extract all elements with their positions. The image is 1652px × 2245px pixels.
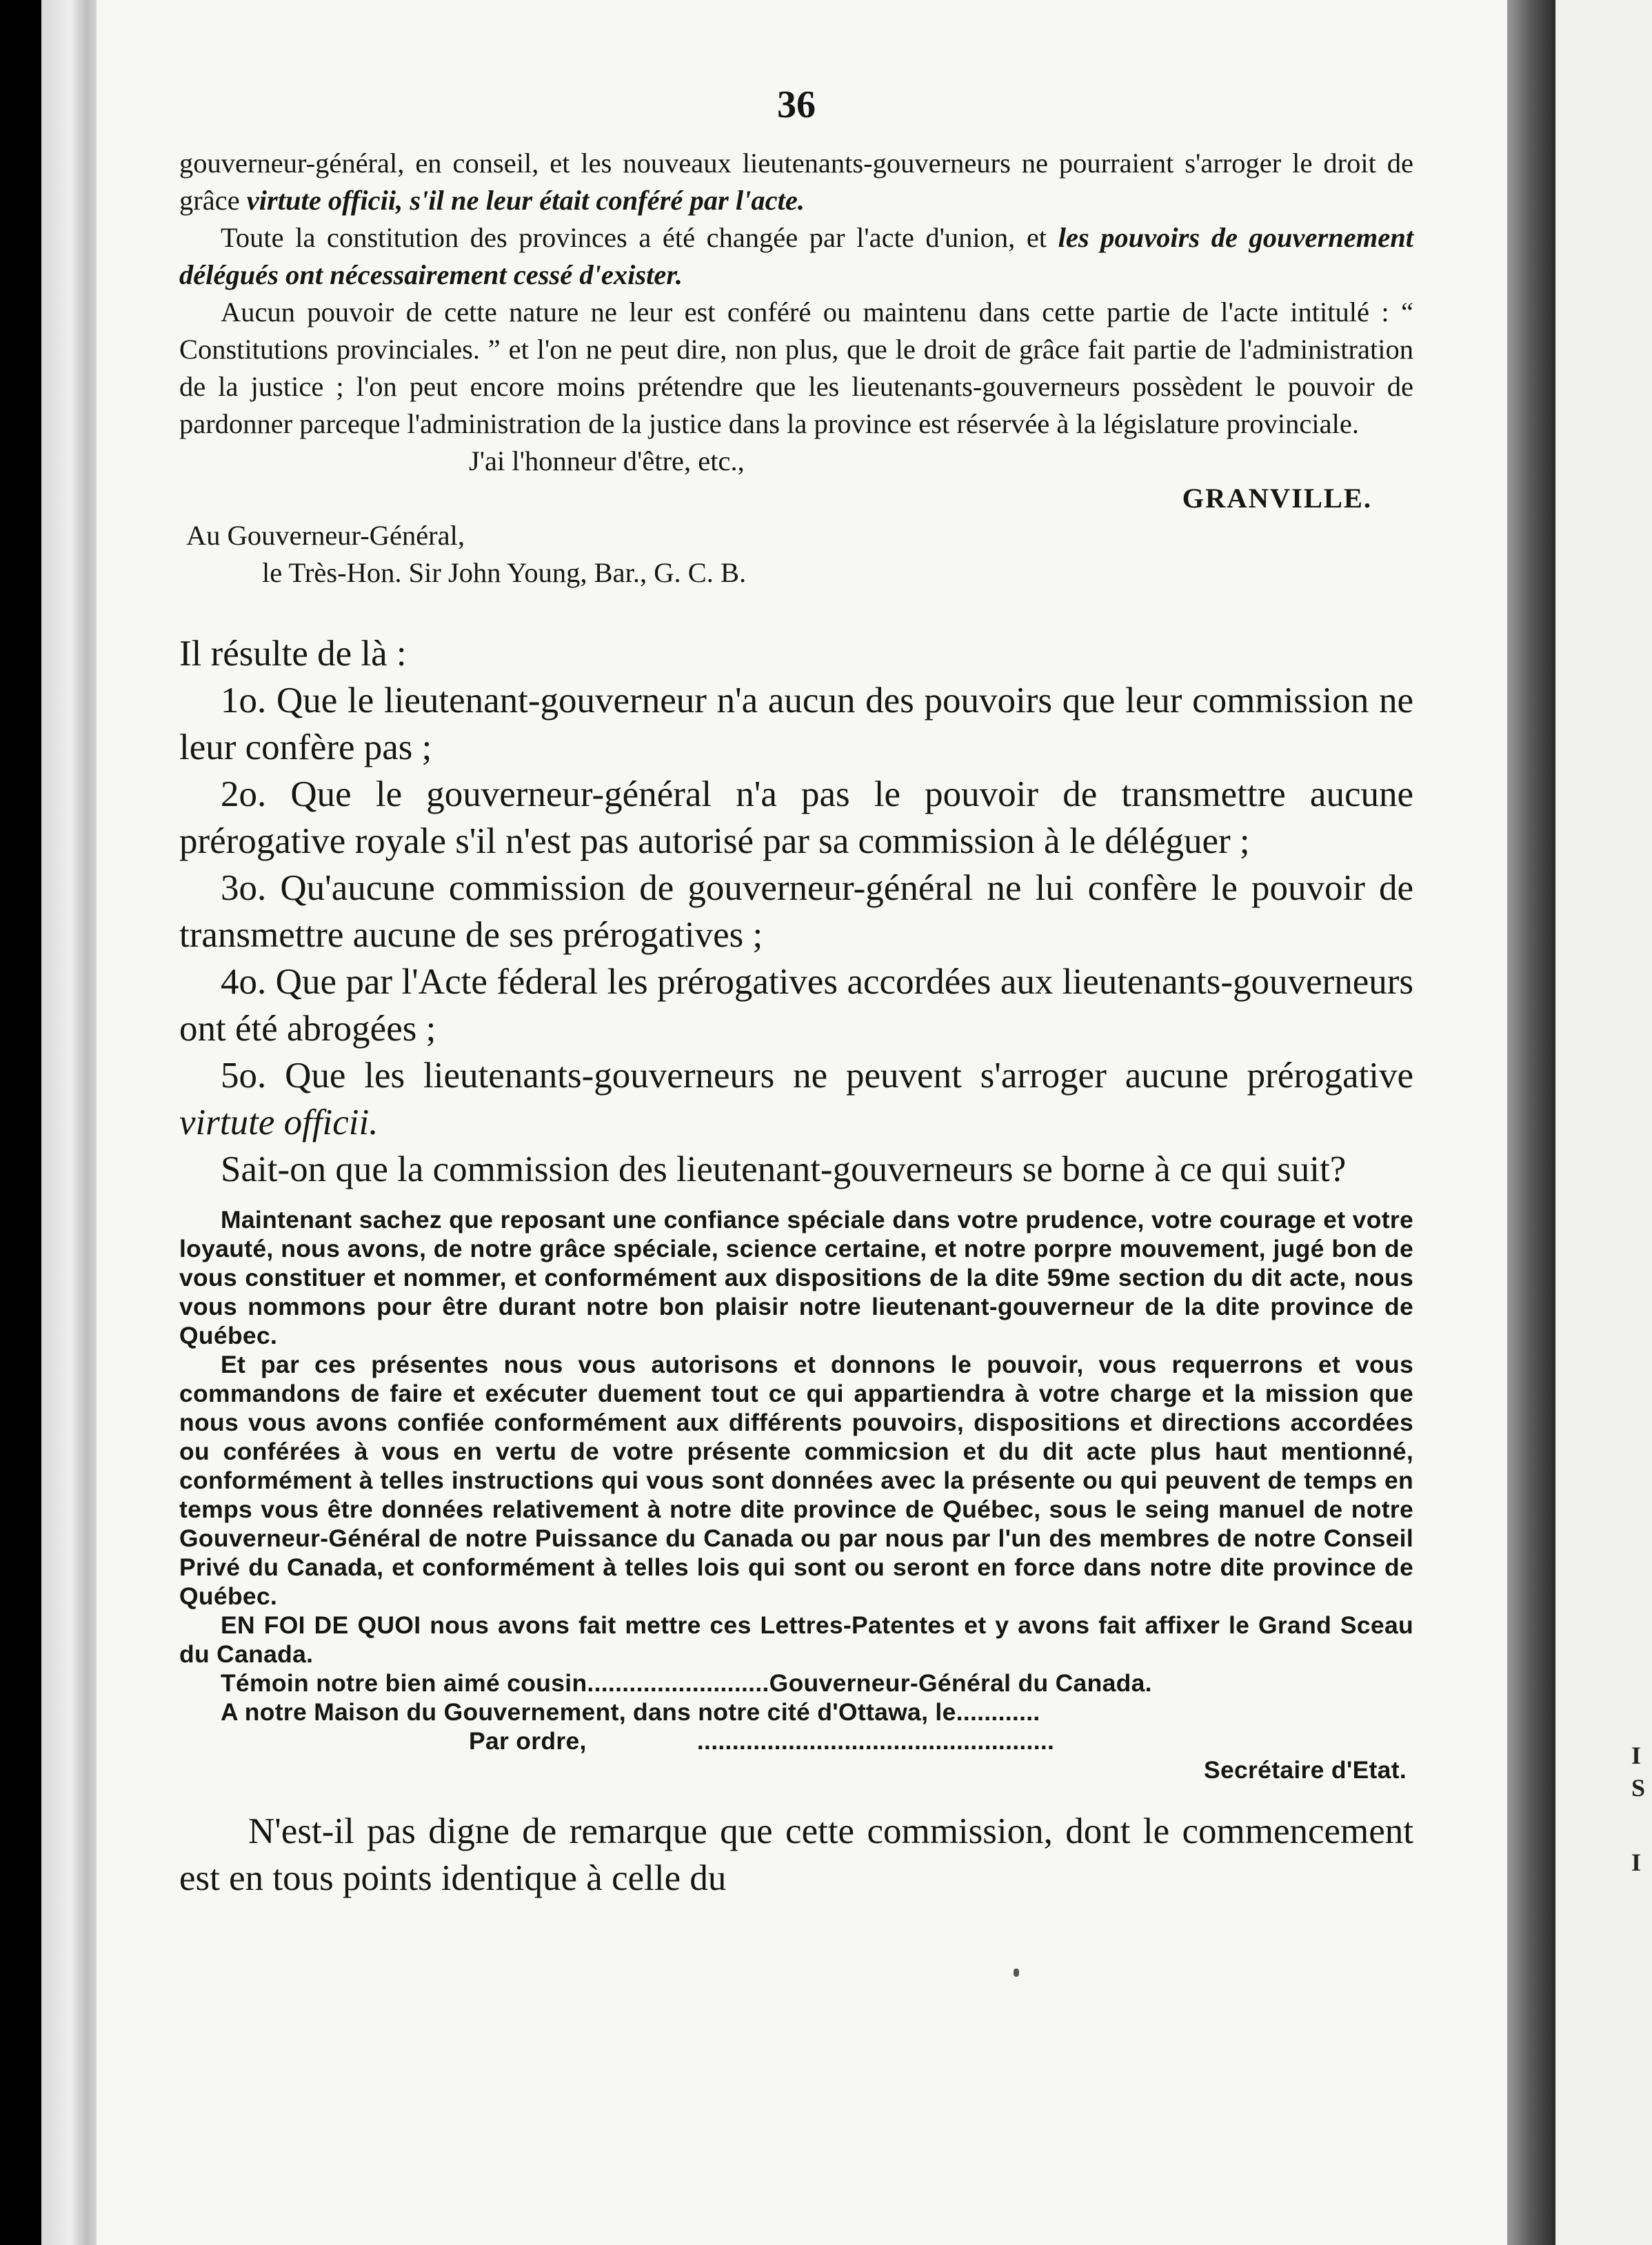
commission-secretaire: Secrétaire d'Etat. xyxy=(1203,1756,1407,1784)
final-paragraph xyxy=(179,1808,1413,1902)
main-point: 4o. Que par l'Acte féderal les prérogatives accordées aux lieutenants-gouverneurs ont été abrogées ; xyxy=(179,962,1413,1049)
commission-paragraph: Témoin notre bien aimé cousin..........................Gouverneur-Général du Canada. xyxy=(221,1669,1152,1697)
final-text: N'est-il pas digne de remarque que cette commission, dont le commencement est en tous points identique à celle du xyxy=(179,1811,1413,1898)
letter-addressee: le Très-Hon. Sir John Young, Bar., G. C. B. xyxy=(262,557,747,588)
page-content xyxy=(179,83,1413,1902)
commission-paragraph: A notre Maison du Gouvernement, dans notre cité d'Ottawa, le............ xyxy=(221,1698,1040,1726)
page-number: 36 xyxy=(777,83,816,126)
letter-paragraph: gouverneur-général, en conseil, et les nouveaux lieutenants-gouverneurs ne pourraient s'arroger le droit de grâce virtute officii, s'il ne leur était conféré par l'acte. xyxy=(179,148,1413,216)
main-paragraph: Il résulte de là : xyxy=(179,634,407,674)
commission-par-ordre: Par ordre, ................................................... xyxy=(469,1727,1055,1755)
next-page-fragment: S xyxy=(1631,1774,1646,1802)
commission-paragraph: Maintenant sachez que reposant une confiance spéciale dans votre prudence, votre courage et votre loyauté, nous avons, de notre grâce spéciale, science certaine, et notre porpre mouvement, jugé bon de vous constituer et nommer, et conformément aux dispositions de la dite 59me section du dit acte, nous vous nommons pour être durant notre bon plaisir notre lieutenant-gouverneur de la dite province de Québec. xyxy=(179,1206,1413,1349)
page-gutter-shadow xyxy=(1507,0,1555,2245)
main-point: 5o. Que les lieutenants-gouverneurs ne peuvent s'arroger aucune prérogative virtute officii. xyxy=(179,1056,1413,1142)
main-text xyxy=(179,630,1413,1193)
letter-paragraph: Aucun pouvoir de cette nature ne leur est conféré ou maintenu dans cette partie de l'acte intitulé : “ Constitutions provinciales. ” et l'on ne peut dire, non plus, que le droit de grâce fait partie de l'administration de la justice ; l'on peut encore moins prétendre que les lieutenants-gouverneurs possèdent le pouvoir de pardonner parceque l'administration de la justice dans la province est réservée à la législature provinciale. xyxy=(179,296,1413,439)
letter-signature: GRANVILLE. xyxy=(1182,483,1372,514)
quoted-letter xyxy=(179,145,1413,592)
main-point: 1o. Que le lieutenant-gouverneur n'a aucun des pouvoirs que leur commission ne leur confère pas ; xyxy=(179,681,1413,767)
letter-closing: J'ai l'honneur d'être, etc., xyxy=(469,445,745,476)
letter-paragraph: Toute la constitution des provinces a été changée par l'acte d'union, et les pouvoirs de gouvernement délégués ont nécessairement cessé d'exister. xyxy=(179,222,1414,290)
main-point: 3o. Qu'aucune commission de gouverneur-général ne lui confère le pouvoir de transmettre aucune de ses prérogatives ; xyxy=(179,868,1413,955)
letter-addressee: Au Gouverneur-Général, xyxy=(186,520,465,551)
next-page-fragment: I xyxy=(1631,1742,1642,1769)
ink-speck xyxy=(1014,1969,1019,1977)
commission-paragraph: EN FOI DE QUOI nous avons fait mettre ces Lettres-Patentes et y avons fait affixer le Grand Sceau du Canada. xyxy=(179,1611,1413,1668)
main-paragraph: Sait-on que la commission des lieutenant-gouverneurs se borne à ce qui suit? xyxy=(221,1149,1347,1189)
commission-text xyxy=(179,1205,1413,1784)
main-point: 2o. Que le gouverneur-général n'a pas le pouvoir de transmettre aucune prérogative royale s'il n'est pas autorisé par sa commission à le déléguer ; xyxy=(179,774,1413,861)
commission-paragraph: Et par ces présentes nous vous autorisons et donnons le pouvoir, vous requerrons et vous commandons de faire et exécuter duement tout ce qui appartiendra à votre charge et la mission que nous vous avons confiée conformément aux différents pouvoirs, dispositions et directions accordées ou conférées à vous en vertu de votre présente commicsion et du dit acte plus haut mentionné, conformément à telles instructions qui vous sont données avec la présente ou qui peuvent de temps en temps vous être données relativement à notre dite province de Québec, sous le seing manuel de notre Gouverneur-Général de notre Puissance du Canada ou par nous par l'un des membres de notre Conseil Privé du Canada, et conformément à telles lois qui sont ou seront en force dans notre dite province de Québec. xyxy=(179,1351,1413,1610)
next-page-edge xyxy=(1555,0,1652,2245)
next-page-fragment: I xyxy=(1631,1849,1642,1876)
